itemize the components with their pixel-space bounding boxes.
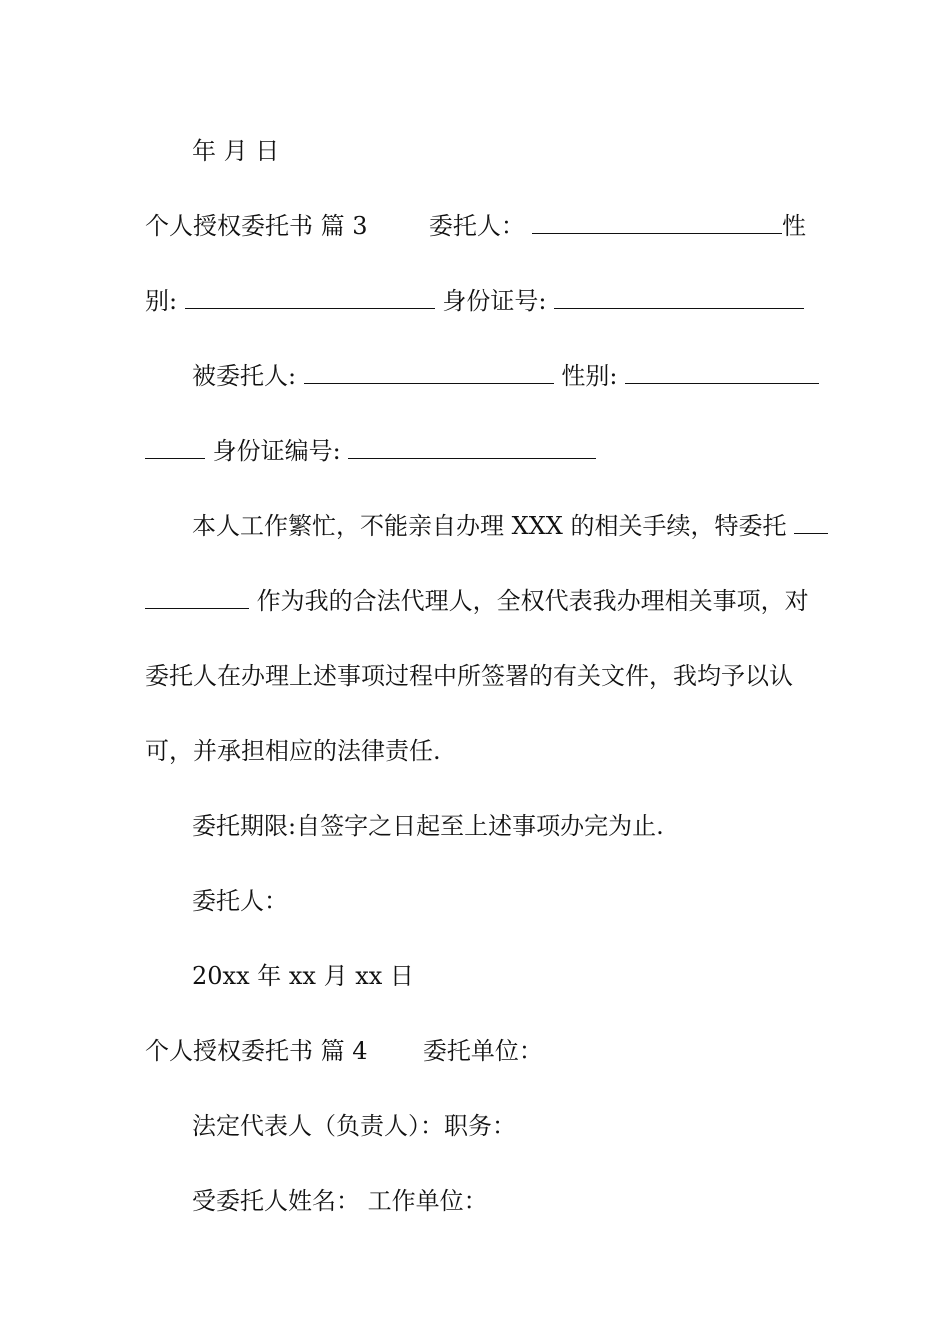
body-text-1: 本人工作繁忙，不能亲自办理 XXX 的相关手续，特委托 [192,512,787,540]
work-unit-label: 工作单位： [367,1187,488,1215]
body-line-3: 委托人在办理上述事项过程中所签署的有关文件，我均予以认 [145,662,793,690]
legal-rep-line: 法定代表人（负责人）：职务： [192,1112,516,1140]
sign-date: 20xx 年 xx 月 xx 日 [192,962,414,990]
agent-label: 被委托人: [192,362,297,390]
principal-blank[interactable] [532,211,782,234]
agent-id-line [145,436,810,466]
principal-info-line [145,286,810,316]
agent-gender-label: 性别: [561,362,618,390]
sign-label: 委托人： [192,887,288,915]
section3-part: 篇 3 [320,212,368,240]
agent-info-line [145,1186,857,1216]
agent-id-blank[interactable] [348,436,596,459]
term-line: 委托期限:自签字之日起至上述事项办完为止. [192,812,664,840]
agent-gender-blank[interactable] [625,361,819,384]
body-line-2 [145,586,810,616]
entrust-blank-cont[interactable] [145,586,249,609]
section4-title: 个人授权委托书 [145,1037,313,1065]
principal-id-label: 身份证号: [442,287,547,315]
body-line-1 [145,511,857,541]
entrusting-unit-label: 委托单位： [422,1037,543,1065]
agent-gender-blank-cont[interactable] [145,436,205,459]
section4-heading-line [145,1036,810,1066]
principal-label: 委托人： [428,212,525,240]
section4-part: 篇 4 [320,1037,368,1065]
section3-heading-line [145,211,810,241]
agent-name-label: 受委托人姓名： [192,1187,360,1215]
agent-line [145,361,857,391]
agent-id-label: 身份证编号: [212,437,341,465]
principal-gender-blank[interactable] [185,286,435,309]
gender-char1: 性 [782,212,806,240]
date-line: 年 月 日 [192,137,280,165]
entrust-blank[interactable] [794,511,828,534]
principal-id-blank[interactable] [554,286,804,309]
gender-char2: 别: [145,287,178,315]
body-text-2: 作为我的合法代理人，全权代表我办理相关事项，对 [256,587,809,615]
agent-name-blank[interactable] [304,361,554,384]
section3-title: 个人授权委托书 [145,212,313,240]
body-line-4: 可，并承担相应的法律责任. [145,737,441,765]
